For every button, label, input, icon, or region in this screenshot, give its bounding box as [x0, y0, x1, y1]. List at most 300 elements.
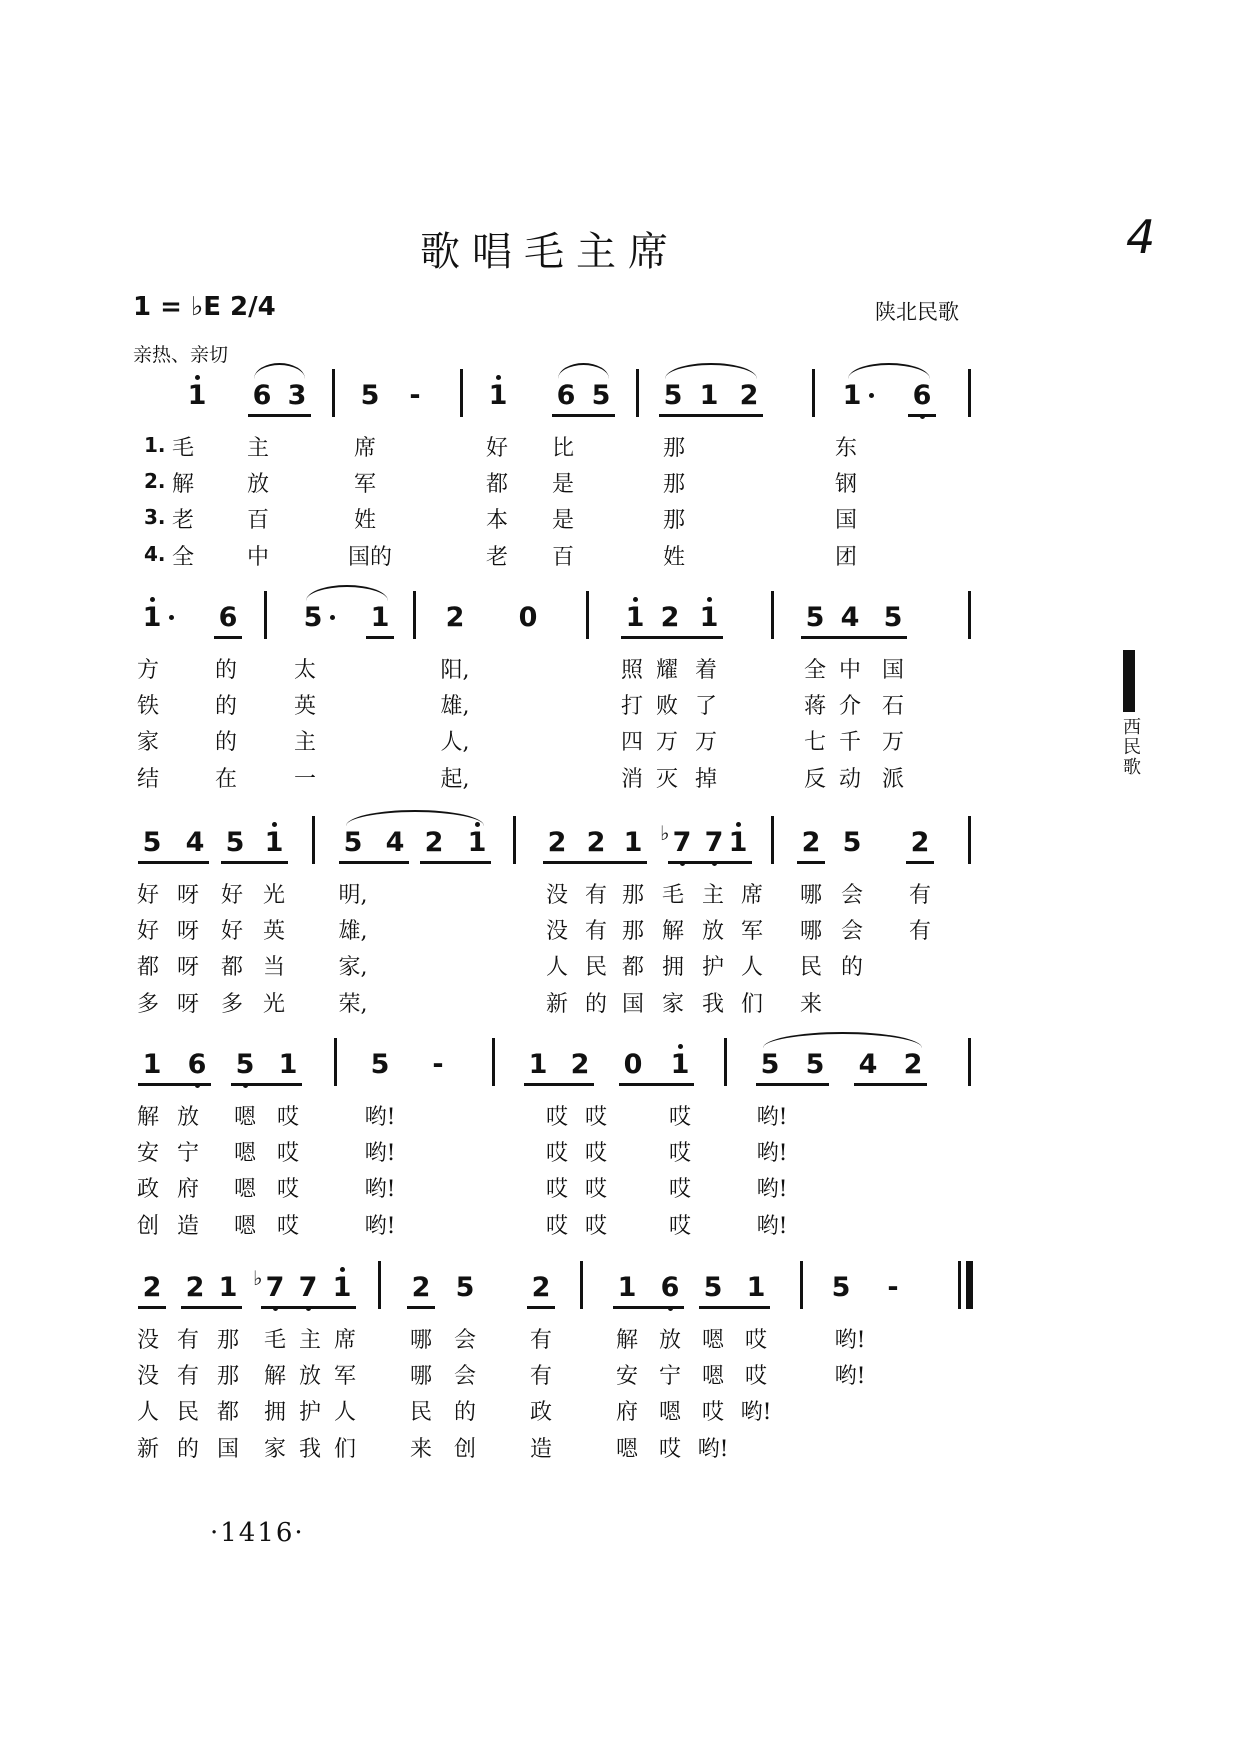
lyric: 放	[298, 1364, 321, 1389]
note-digit: 5	[370, 1049, 390, 1080]
lyric: 百	[551, 545, 574, 570]
note	[668, 1050, 692, 1080]
note	[233, 1050, 257, 1080]
lyric: 那	[662, 508, 685, 533]
lyric: 好	[220, 883, 243, 908]
lyric: 解	[136, 1105, 159, 1130]
note-digit: 1	[746, 1272, 766, 1303]
lyric: 哎	[276, 1105, 299, 1130]
note-digit: 1	[218, 1272, 238, 1303]
note-digit: 1	[842, 380, 862, 411]
note-digit: 2	[903, 1049, 923, 1080]
bar-line	[264, 591, 267, 639]
note	[701, 1273, 725, 1303]
lyric: 全	[171, 545, 194, 570]
note	[301, 603, 325, 633]
lyric: 哟!	[756, 1177, 788, 1202]
note-digit: 5	[842, 827, 862, 858]
lyric: 席	[333, 1328, 356, 1353]
lyric: 哪	[799, 919, 822, 944]
underline-beam	[221, 861, 288, 864]
lyric: 毛	[661, 883, 684, 908]
note-digit: 6	[556, 380, 576, 411]
note	[910, 381, 934, 411]
lyric: 府	[176, 1177, 199, 1202]
corner-mark: 4	[1126, 210, 1156, 264]
note-digit: 1	[278, 1049, 298, 1080]
lyric: 呀	[176, 992, 199, 1017]
lyric: 有	[529, 1364, 552, 1389]
lyric: 有	[176, 1364, 199, 1389]
source-attribution: 陕北民歌	[875, 300, 959, 324]
lyric: 嗯	[658, 1400, 681, 1425]
lyric: 人,	[440, 730, 470, 755]
note	[554, 381, 578, 411]
lyric: 是	[551, 508, 574, 533]
lyric: 主	[701, 883, 724, 908]
lyric: 明,	[338, 883, 368, 908]
lyric: 家	[263, 1437, 286, 1462]
note	[216, 1273, 240, 1303]
note-digit: 1	[467, 827, 487, 858]
note-digit: 1	[617, 1272, 637, 1303]
lyric: 雄,	[440, 694, 470, 719]
lyric: 掉	[694, 767, 717, 792]
lyric: 哎	[584, 1214, 607, 1239]
lyric: 有	[908, 883, 931, 908]
lyric: 四	[620, 730, 643, 755]
lyric: 照	[620, 658, 643, 683]
lyric: 好	[136, 919, 159, 944]
lyric: 哟!	[364, 1177, 396, 1202]
note	[183, 1273, 207, 1303]
note	[726, 828, 750, 858]
lyric: 们	[740, 992, 763, 1017]
underline-beam	[138, 1083, 211, 1086]
note	[185, 1050, 209, 1080]
lyric: 主	[293, 730, 316, 755]
side-tab-char: 民	[1123, 737, 1141, 758]
lyric: 哟!	[697, 1437, 729, 1462]
underline-beam	[261, 1306, 356, 1309]
note	[443, 603, 467, 633]
underline-beam	[543, 861, 647, 864]
octave-up-dot	[496, 375, 501, 380]
note	[803, 603, 827, 633]
lyric: 哎	[545, 1214, 568, 1239]
note-digit: 5	[343, 827, 363, 858]
lyric: 好	[220, 919, 243, 944]
note-digit: 2	[531, 1272, 551, 1303]
lyric: 哎	[276, 1177, 299, 1202]
lyric: 会	[453, 1364, 476, 1389]
lyric: 那	[662, 472, 685, 497]
lyric: 解	[263, 1364, 286, 1389]
underline-beam	[527, 1306, 555, 1309]
note-digit: 6	[218, 602, 238, 633]
verse-number: 1.	[144, 433, 166, 457]
underline-beam	[181, 1306, 242, 1309]
lyric: 没	[136, 1364, 159, 1389]
note-digit: 2	[570, 1049, 590, 1080]
note	[453, 1273, 477, 1303]
lyric: 家,	[338, 955, 368, 980]
underline-beam	[214, 636, 242, 639]
underline-beam	[138, 861, 209, 864]
lyric: 民	[584, 955, 607, 980]
note	[568, 1050, 592, 1080]
lyric: 在	[214, 767, 237, 792]
bar-line	[460, 369, 463, 417]
note-digit: 5	[760, 1049, 780, 1080]
bar-line	[636, 369, 639, 417]
lyric: 千	[838, 730, 861, 755]
lyric: 结	[136, 767, 159, 792]
lyric: 东	[834, 436, 857, 461]
note	[262, 828, 286, 858]
note	[140, 603, 164, 633]
lyric: 都	[216, 1400, 239, 1425]
note-digit: 5	[805, 1049, 825, 1080]
lyric: 会	[840, 883, 863, 908]
note	[623, 603, 647, 633]
note-digit: 0	[623, 1049, 643, 1080]
lyric: 那	[216, 1328, 239, 1353]
lyric: 哎	[276, 1141, 299, 1166]
lyric: 国	[881, 658, 904, 683]
note-digit: 1	[142, 602, 162, 633]
slur	[558, 363, 609, 379]
note	[216, 603, 240, 633]
lyric: 哎	[545, 1141, 568, 1166]
lyric: 人	[333, 1400, 356, 1425]
note	[296, 1273, 320, 1303]
octave-up-dot	[195, 375, 200, 380]
lyric: 有	[908, 919, 931, 944]
lyric: 七	[803, 730, 826, 755]
slur	[254, 363, 305, 379]
underline-beam	[248, 414, 311, 417]
note	[584, 828, 608, 858]
note-digit: 6	[660, 1272, 680, 1303]
lyric: 安	[136, 1141, 159, 1166]
note	[589, 381, 613, 411]
bar-line	[413, 591, 416, 639]
lyric: 宁	[658, 1364, 681, 1389]
lyric: 人	[740, 955, 763, 980]
slur	[665, 363, 757, 379]
lyric: 有	[584, 919, 607, 944]
note	[545, 828, 569, 858]
lyric: 解	[615, 1328, 638, 1353]
note	[840, 828, 864, 858]
note-digit: 7	[672, 827, 692, 858]
note	[330, 1273, 354, 1303]
lyric: 嗯	[233, 1177, 256, 1202]
lyric: 英	[262, 919, 285, 944]
note	[341, 828, 365, 858]
lyric: 民	[176, 1400, 199, 1425]
lyric: 有	[176, 1328, 199, 1353]
note-digit: 1	[142, 1049, 162, 1080]
lyric: 政	[529, 1400, 552, 1425]
underline-beam	[619, 1083, 694, 1086]
note-digit: 2	[445, 602, 465, 633]
bar-line	[968, 816, 971, 864]
note	[383, 828, 407, 858]
lyric: 本	[485, 508, 508, 533]
note-digit: 1	[699, 380, 719, 411]
bar-line	[800, 1261, 803, 1309]
lyric: 老	[171, 508, 194, 533]
lyric: 造	[176, 1214, 199, 1239]
lyric: 哎	[545, 1177, 568, 1202]
lyric: 放	[701, 919, 724, 944]
lyric: 的	[840, 955, 863, 980]
lyric: 打	[620, 694, 643, 719]
lyric: 没	[136, 1328, 159, 1353]
lyric: 安	[615, 1364, 638, 1389]
note	[621, 828, 645, 858]
note-digit: 1	[670, 1049, 690, 1080]
note-digit: 3	[287, 380, 307, 411]
note-digit: 2	[660, 602, 680, 633]
note-digit: 1	[623, 827, 643, 858]
lyric: 人	[545, 955, 568, 980]
lyric: 家	[661, 992, 684, 1017]
lyric: 国	[216, 1437, 239, 1462]
lyric: 有	[529, 1328, 552, 1353]
lyric: 哎	[584, 1105, 607, 1130]
lyric: 那	[216, 1364, 239, 1389]
lyric: 我	[701, 992, 724, 1017]
lyric: 介	[838, 694, 861, 719]
lyric: 英	[293, 694, 316, 719]
note-digit: 1	[370, 602, 390, 633]
lyric: 呀	[176, 883, 199, 908]
lyric: 当	[262, 955, 285, 980]
lyric: 没	[545, 883, 568, 908]
verse-number: 4.	[144, 542, 166, 566]
lyric: 嗯	[233, 1214, 256, 1239]
lyric: 哎	[668, 1214, 691, 1239]
note	[658, 1273, 682, 1303]
note	[702, 828, 726, 858]
lyric: 解	[171, 472, 194, 497]
note	[422, 828, 446, 858]
note	[856, 1050, 880, 1080]
note-digit: 5	[703, 1272, 723, 1303]
lyric: 毛	[263, 1328, 286, 1353]
octave-up-dot	[707, 597, 712, 602]
lyric: 多	[136, 992, 159, 1017]
note-digit: 1	[728, 827, 748, 858]
lyric: 主	[246, 436, 269, 461]
lyric: 哎	[276, 1214, 299, 1239]
lyric: 的	[453, 1400, 476, 1425]
note-digit: 2	[411, 1272, 431, 1303]
lyric: 哎	[658, 1437, 681, 1462]
lyric: 嗯	[615, 1437, 638, 1462]
final-bar-line	[966, 1261, 973, 1309]
underline-beam	[659, 414, 763, 417]
note	[403, 381, 427, 411]
note-digit: 2	[142, 1272, 162, 1303]
lyric: 哎	[701, 1400, 724, 1425]
verse-number: 2.	[144, 469, 166, 493]
note-digit: 5	[225, 827, 245, 858]
lyric: 拥	[263, 1400, 286, 1425]
lyric: 太	[293, 658, 316, 683]
lyric: 会	[840, 919, 863, 944]
lyric: 民	[409, 1400, 432, 1425]
lyric: 荣,	[338, 992, 368, 1017]
note-digit: 2	[185, 1272, 205, 1303]
lyric: 都	[220, 955, 243, 980]
note-digit: 1	[528, 1049, 548, 1080]
augmentation-dot	[330, 615, 335, 620]
note	[660, 821, 694, 858]
bar-line	[378, 1261, 381, 1309]
lyric: 了	[694, 694, 717, 719]
note	[881, 1273, 905, 1303]
note-digit: 2	[424, 827, 444, 858]
bar-line	[724, 1038, 727, 1086]
lyric: 主	[298, 1328, 321, 1353]
lyric: 新	[136, 1437, 159, 1462]
lyric: 嗯	[701, 1328, 724, 1353]
lyric: 创	[136, 1214, 159, 1239]
lyric: 哟!	[756, 1214, 788, 1239]
note	[140, 1273, 164, 1303]
lyric: 没	[545, 919, 568, 944]
note	[829, 1273, 853, 1303]
lyric: 拥	[661, 955, 684, 980]
note-digit: 5	[235, 1049, 255, 1080]
lyric: 中	[246, 545, 269, 570]
tempo-marking: 亲热、亲切	[133, 344, 229, 366]
note-digit: 1	[488, 380, 508, 411]
lyric: 一	[293, 767, 316, 792]
lyric: 好	[136, 883, 159, 908]
flat-sign: ♭	[660, 821, 670, 845]
lyric: 我	[298, 1437, 321, 1462]
lyric: 中	[838, 658, 861, 683]
bar-line	[332, 369, 335, 417]
underline-beam	[756, 1083, 829, 1086]
note-digit: 5	[663, 380, 683, 411]
lyric: 家	[136, 730, 159, 755]
lyric: 府	[615, 1400, 638, 1425]
bar-line	[513, 816, 516, 864]
bar-line	[334, 1038, 337, 1086]
lyric: 铁	[136, 694, 159, 719]
lyric: 姓	[662, 545, 685, 570]
underline-beam	[613, 1306, 684, 1309]
underline-beam	[668, 861, 752, 864]
lyric: 军	[353, 472, 376, 497]
side-tab-char: 歌	[1123, 757, 1141, 778]
note	[285, 381, 309, 411]
lyric: 团	[834, 545, 857, 570]
note	[486, 381, 510, 411]
lyric: 老	[485, 545, 508, 570]
lyric: 会	[453, 1328, 476, 1353]
lyric: 钢	[834, 472, 857, 497]
lyric: 灭	[655, 767, 678, 792]
lyric: 动	[838, 767, 861, 792]
note	[426, 1050, 450, 1080]
octave-up-dot	[678, 1044, 683, 1049]
lyric: 那	[621, 919, 644, 944]
lyric: 席	[353, 436, 376, 461]
note	[409, 1273, 433, 1303]
note	[621, 1050, 645, 1080]
note-digit: 6	[187, 1049, 207, 1080]
note	[615, 1273, 639, 1303]
octave-up-dot	[272, 822, 277, 827]
note-digit: -	[432, 1049, 444, 1080]
lyric: 万	[655, 730, 678, 755]
note-digit: 2	[801, 827, 821, 858]
note-digit: 5	[883, 602, 903, 633]
lyric: 姓	[353, 508, 376, 533]
underline-beam	[854, 1083, 927, 1086]
note-digit: 4	[185, 827, 205, 858]
lyric: 的	[214, 730, 237, 755]
underline-beam	[908, 414, 936, 417]
note-digit: 1	[625, 602, 645, 633]
bar-line	[812, 369, 815, 417]
note	[658, 603, 682, 633]
lyric: 全	[803, 658, 826, 683]
lyric: 石	[881, 694, 904, 719]
lyric: 哎	[668, 1105, 691, 1130]
lyric: 人	[136, 1400, 159, 1425]
bar-line	[968, 1038, 971, 1086]
underline-beam	[524, 1083, 594, 1086]
bar-line	[968, 369, 971, 417]
octave-up-dot	[736, 822, 741, 827]
lyric: 来	[799, 992, 822, 1017]
lyric: 那	[621, 883, 644, 908]
lyric: 哟!	[756, 1141, 788, 1166]
note	[276, 1050, 300, 1080]
lyric: 的	[176, 1437, 199, 1462]
note	[183, 828, 207, 858]
note-digit: 4	[840, 602, 860, 633]
lyric: 哟!	[364, 1141, 396, 1166]
lyric: 都	[621, 955, 644, 980]
lyric: 哟!	[364, 1214, 396, 1239]
underline-beam	[906, 861, 934, 864]
bar-line	[580, 1261, 583, 1309]
lyric: 起,	[440, 767, 470, 792]
lyric: 蒋	[803, 694, 826, 719]
note-digit: 7	[265, 1272, 285, 1303]
lyric: 都	[485, 472, 508, 497]
bar-line	[492, 1038, 495, 1086]
underline-beam	[552, 414, 615, 417]
augmentation-dot	[169, 615, 174, 620]
lyric: 比	[551, 436, 574, 461]
lyric: 阳,	[440, 658, 470, 683]
lyric: 着	[694, 658, 717, 683]
note	[250, 381, 274, 411]
lyric: 嗯	[233, 1141, 256, 1166]
lyric: 护	[701, 955, 724, 980]
lyric: 哎	[744, 1328, 767, 1353]
